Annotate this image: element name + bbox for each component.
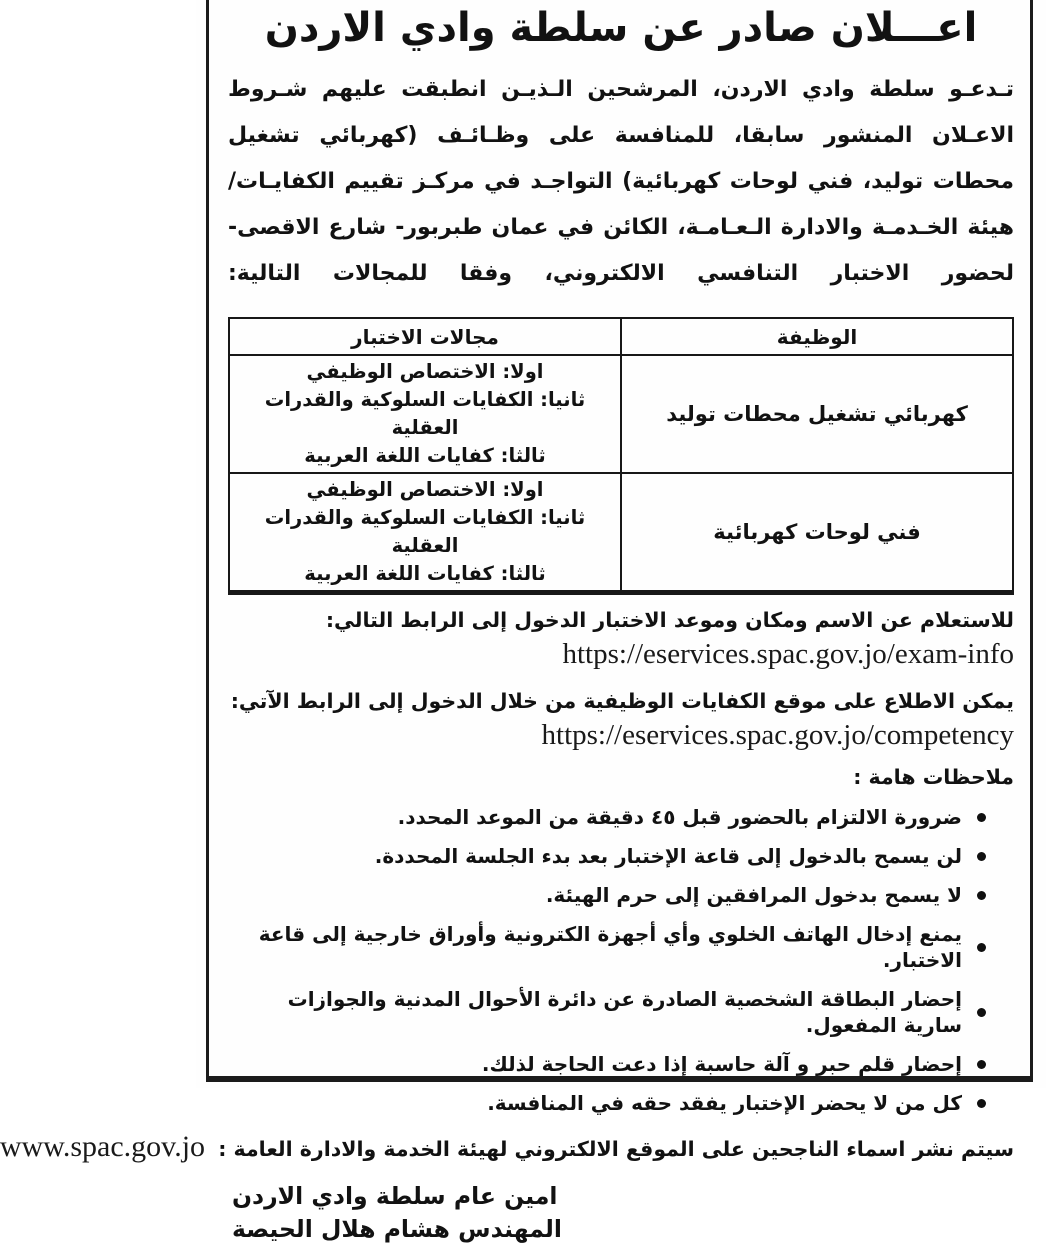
competency-url: https://eservices.spac.gov.jo/competency: [541, 719, 1014, 751]
exam-field-line: ثالثا: كفايات اللغة العربية: [304, 562, 546, 585]
results-publish-text: سيتم نشر اسماء الناجحين على الموقع الالكتروني لهيئة الخدمة والادارة العامة :: [218, 1137, 1014, 1161]
signature-block: [228, 1180, 1014, 1246]
competency-link-label: يمكن الاطلاع على موقع الكفايات الوظيفية من خلال الدخول إلى الرابط الآتي:: [230, 689, 1014, 713]
signature-role: امين عام سلطة وادي الاردن: [232, 1182, 558, 1210]
note-text: يمنع إدخال الهاتف الخلوي وأي أجهزة الكترونية وأوراق خارجية إلى قاعة الاختبار.: [258, 922, 962, 972]
exam-info-url: https://eservices.spac.gov.jo/exam-info: [562, 638, 1014, 670]
note-text: لا يسمح بدخول المرافقين إلى حرم الهيئة.: [545, 883, 962, 907]
exam-field-line: ثالثا: كفايات اللغة العربية: [304, 444, 546, 467]
bullet-icon: [977, 1008, 986, 1017]
note-text: لن يسمح بالدخول إلى قاعة الإختبار بعد بدء الجلسة المحددة.: [374, 844, 962, 868]
table-header-row: [229, 318, 1013, 355]
exam-info-link-label: للاستعلام عن الاسم ومكان وموعد الاختبار الدخول إلى الرابط التالي:: [325, 608, 1014, 632]
exam-field-line: اولا: الاختصاص الوظيفي: [306, 478, 544, 501]
notes-list: [228, 804, 1014, 1116]
bullet-icon: [977, 943, 986, 952]
list-item: [228, 1051, 986, 1077]
bullet-icon: [977, 1099, 986, 1108]
list-item: [228, 882, 986, 908]
signature-name: المهندس هشام هلال الحيصة: [232, 1215, 562, 1243]
note-text: إحضار قلم حبر و آلة حاسبة إذا دعت الحاجة لذلك.: [481, 1052, 962, 1076]
bullet-icon: [977, 813, 986, 822]
exam-field-line: ثانيا: الكفايات السلوكية والقدرات العقلية: [264, 506, 586, 557]
job-title-cell: فني لوحات كهربائية: [621, 473, 1013, 593]
list-item: [228, 986, 986, 1038]
job-title-cell: كهربائي تشغيل محطات توليد: [621, 355, 1013, 473]
list-item: [228, 921, 986, 973]
exam-field-line: اولا: الاختصاص الوظيفي: [306, 360, 544, 383]
header-job: الوظيفة: [621, 318, 1013, 355]
jobs-table-header: [229, 318, 1013, 355]
exam-fields-cell: [229, 355, 621, 473]
bullet-icon: [977, 891, 986, 900]
announcement-title: اعـــلان صادر عن سلطة وادي الاردن: [264, 5, 978, 51]
spac-website-url: www.spac.gov.jo: [0, 1130, 206, 1163]
notes-heading: ملاحظات هامة :: [853, 765, 1014, 789]
list-item: [228, 843, 986, 869]
bullet-icon: [977, 852, 986, 861]
list-item: [228, 1090, 986, 1116]
jobs-table: [228, 317, 1014, 595]
note-text: كل من لا يحضر الإختبار يفقد حقه في المنافسة.: [487, 1091, 962, 1115]
table-row: [229, 473, 1013, 593]
bullet-icon: [977, 1060, 986, 1069]
exam-field-line: ثانيا: الكفايات السلوكية والقدرات العقلية: [264, 388, 586, 439]
list-item: [228, 804, 986, 830]
table-row: [229, 355, 1013, 473]
announcement-intro-paragraph: تـدعـو سلطة وادي الاردن، المرشحين الـذيـن انطبقت عليهم شـروط الاعـلان المنشور سابقا، للمنافسة على وظـائـف (كهربائي تشغيل محطات توليد، فني لوحات كهربائية) التواجـد في مركـز تقييم الكفايـات/ هيئة الخـدمـة والادارة الـعـامـة، الكائن في عمان طبربور- شارع الاقصى- لحضور الاختبار التنافسي الالكتروني، وفقا للمجالات التالية:: [228, 77, 1014, 286]
exam-fields-cell: [229, 473, 621, 593]
header-exam-fields: مجالات الاختبار: [229, 318, 621, 355]
exam-info-url-line: [228, 636, 1014, 676]
competency-url-line: [228, 717, 1014, 757]
note-text: ضرورة الالتزام بالحضور قبل ٤٥ دقيقة من الموعد المحدد.: [397, 805, 962, 829]
results-publish-line: [0, 1128, 1014, 1168]
note-text: إحضار البطاقة الشخصية الصادرة عن دائرة الأحوال المدنية والجوازات سارية المفعول.: [287, 987, 962, 1037]
